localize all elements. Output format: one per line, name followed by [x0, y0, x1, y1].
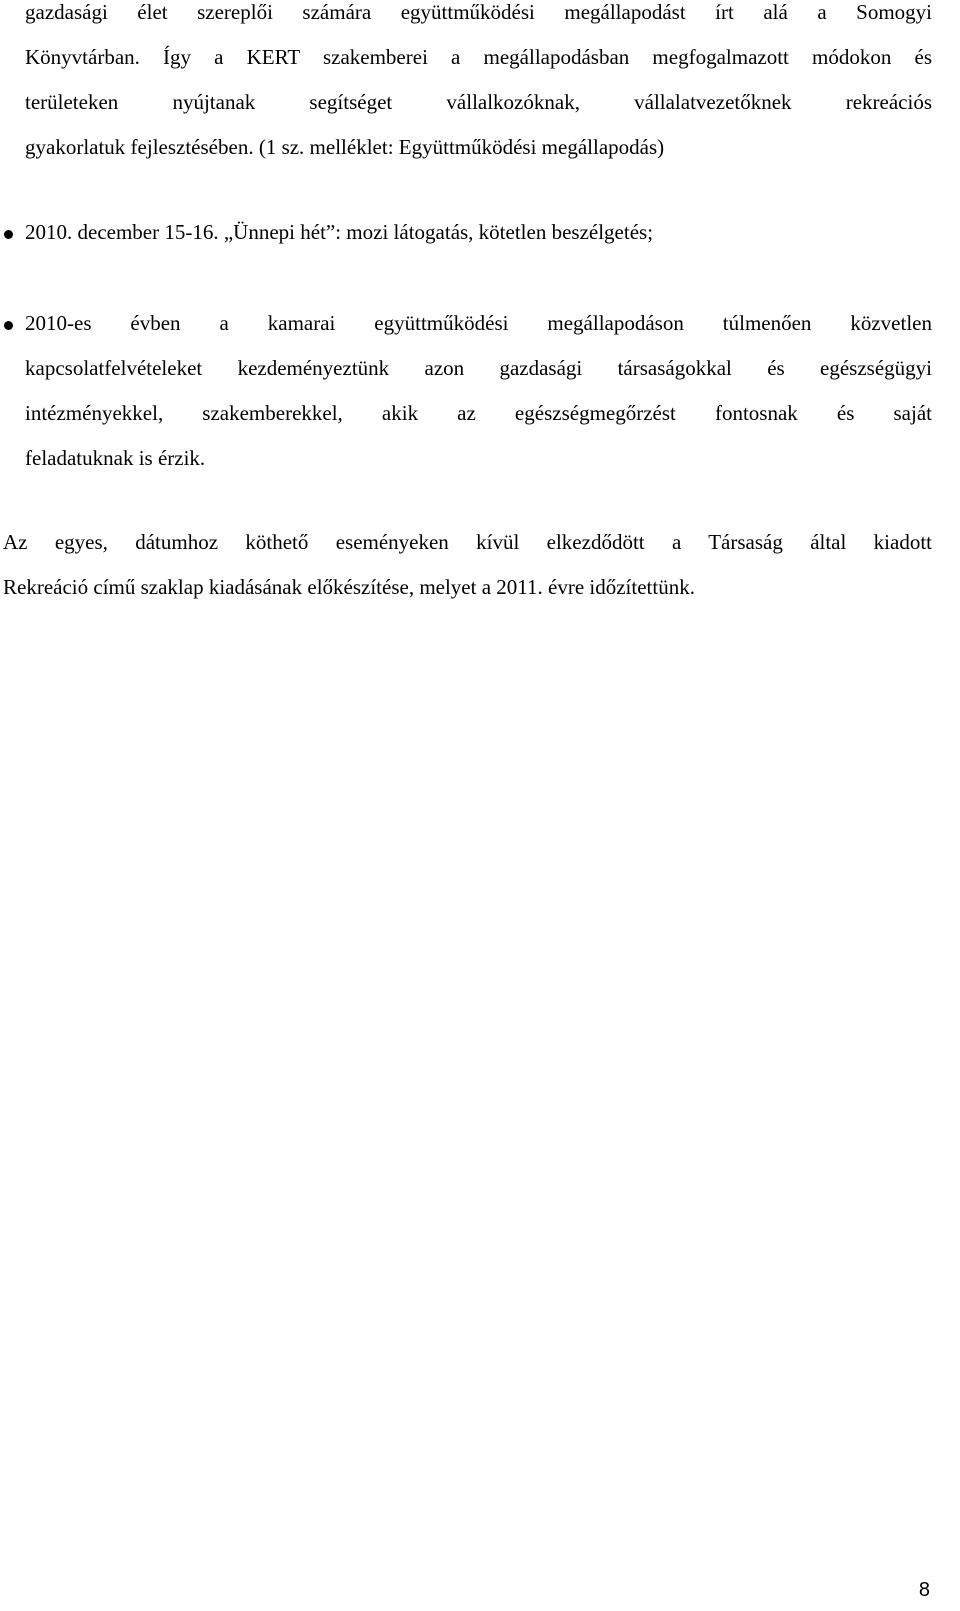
continuation-paragraph: [25, 0, 932, 170]
bullet-line: feladatuknak is érzik.: [25, 446, 206, 470]
bullet-line: 2010-es évben a kamarai együttműködési megállapodáson túlmenően közvetlen: [25, 311, 932, 335]
paragraph-line: Rekreáció című szaklap kiadásának előkészítése, melyet a 2011. évre időzítettünk.: [3, 575, 695, 599]
paragraph-line: gyakorlatuk fejlesztésében. (1 sz. melléklet: Együttműködési megállapodás): [25, 135, 665, 159]
bullet-icon: [4, 230, 13, 239]
paragraph-line: Az egyes, dátumhoz köthető eseményeken kívül elkezdődött a Társaság által kiadott: [3, 530, 932, 554]
paragraph-line: területeken nyújtanak segítséget vállalkozóknak, vállalatvezetőknek rekreációs: [25, 90, 932, 114]
bullet-icon: [4, 321, 13, 330]
bullet-text: [25, 301, 932, 481]
paragraph-line: gazdasági élet szereplői számára együttműködési megállapodást írt alá a Somogyi: [25, 0, 932, 24]
bullet-line: intézményekkel, szakemberekkel, akik az egészségmegőrzést fontosnak és saját: [25, 401, 932, 425]
bullet-text: [25, 210, 932, 255]
page-number: 8: [918, 1579, 930, 1601]
final-paragraph: [3, 520, 932, 610]
bullet-line: 2010. december 15-16. „Ünnepi hét”: mozi látogatás, kötetlen beszélgetés;: [25, 220, 654, 244]
bullet-line: kapcsolatfelvételeket kezdeményeztünk azon gazdasági társaságokkal és egészségügyi: [25, 356, 932, 380]
paragraph-line: Könyvtárban. Így a KERT szakemberei a megállapodásban megfogalmazott módokon és: [25, 45, 932, 69]
